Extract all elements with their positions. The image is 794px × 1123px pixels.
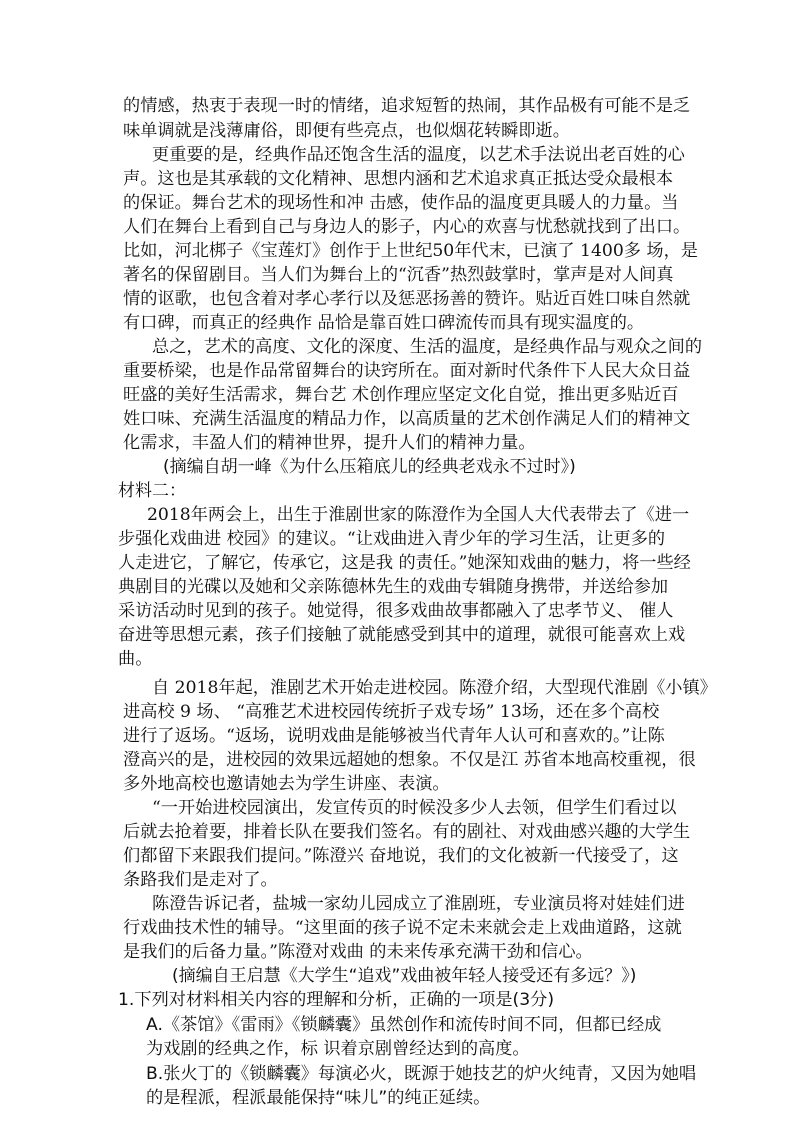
option-a: 为戏剧的经典之作，标 识着京剧曾经达到的高度。 bbox=[146, 1039, 530, 1059]
text-line: 化需求，丰盈人们的精神世界，提升人们的精神力量。 bbox=[123, 433, 536, 453]
text-line: 典剧目的光碟以及她和父亲陈德林先生的戏曲专辑随身携带，并送给参加 bbox=[118, 577, 669, 597]
text-line: 曲。 bbox=[118, 649, 153, 669]
text-line: 采访活动时见到的孩子。她觉得，很多戏曲故事都融入了忠孝节义、 催人 bbox=[118, 601, 674, 621]
source-citation: (摘编自王启慧《大学生“追戏”戏曲被年轻人接受还有多远？》) bbox=[172, 966, 637, 986]
text-line: 重要桥梁，也是作品常留舞台的诀窍所在。面对新时代条件下人民大众日益 bbox=[123, 361, 691, 381]
section-heading: 材料二： bbox=[118, 481, 186, 501]
text-line: 声。这也是其承载的文化精神、思想内涵和艺术追求真正抵达受众最根本 bbox=[123, 169, 674, 189]
text-line: 的保证。舞台艺术的现场性和冲 击感，使作品的温度更具暖人的力量。当 bbox=[123, 193, 679, 213]
text-line: 更重要的是，经典作品还饱含生活的温度，以艺术手法说出老百姓的心 bbox=[152, 145, 685, 165]
text-line: 2018年两会上，出生于淮剧世家的陈澄作为全国人大代表带去了《进一 bbox=[147, 505, 690, 525]
text-line: 的情感，热衷于表现一时的情绪，追求短暂的热闹，其作品极有可能不是乏 bbox=[123, 96, 691, 116]
text-line: 澄高兴的是，进校园的效果远超她的想象。不仅是江 苏省本地高校重视，很 bbox=[123, 750, 696, 770]
option-b: B.张火丁的《锁麟囊》每演必火，既源于她技艺的炉火纯青，又因为她唱 bbox=[146, 1064, 697, 1084]
question-stem: 1.下列对材料相关内容的理解和分析，正确的一项是(3分) bbox=[118, 990, 555, 1010]
text-line: 后就去抢着要，排着长队在要我们签名。有的剧社、对戏曲感兴趣的大学生 bbox=[123, 822, 691, 842]
text-line: 味单调就是浅薄庸俗，即便有些亮点，也似烟花转瞬即逝。 bbox=[123, 121, 570, 141]
text-line: 有口碑，而真正的经典作 品恰是靠百姓口碑流传而具有现实温度的。 bbox=[123, 313, 645, 333]
text-line: 是我们的后备力量。”陈澄对戏曲 的未来传承充满干劲和信心。 bbox=[123, 942, 593, 962]
text-line: 条路我们是走对了。 bbox=[123, 870, 278, 890]
text-line: 自 2018年起，淮剧艺术开始走进校园。陈澄介绍，大型现代淮剧《小镇》 bbox=[152, 678, 717, 698]
text-line: 总之，艺术的高度、文化的深度、生活的温度，是经典作品与观众之间的 bbox=[152, 337, 703, 357]
text-line: 人们在舞台上看到自己与身边人的影子，内心的欢喜与忧愁就找到了出口。 bbox=[123, 217, 691, 237]
text-line: 行戏曲技术性的辅导。“这里面的孩子说不定未来就会走上戏曲道路，这就 bbox=[123, 918, 682, 938]
text-line: 奋进等思想元素，孩子们接触了就能感受到其中的道理，就很可能喜欢上戏 bbox=[118, 625, 686, 645]
text-line: 陈澄告诉记者，盐城一家幼儿园成立了淮剧班，专业演员将对娃娃们进 bbox=[152, 894, 685, 914]
text-line: 姓口味、充满生活温度的精品力作，以高质量的艺术创作满足人们的精神文 bbox=[123, 409, 691, 429]
text-line: 们都留下来跟我们提问。”陈澄兴 奋地说，我们的文化被新一代接受了，这 bbox=[123, 846, 679, 866]
text-line: 多外地高校也邀请她去为学生讲座、表演。 bbox=[123, 774, 450, 794]
text-line: 情的讴歌，也包含着对孝心孝行以及惩恶扬善的赞许。贴近百姓口味自然就 bbox=[123, 289, 691, 309]
text-line: 进高校 9 场、 “高雅艺术进校园传统折子戏专场” 13场，还在多个高校 bbox=[123, 702, 660, 722]
text-line: 著名的保留剧目。当人们为舞台上的“沉香”热烈鼓掌时，掌声是对人间真 bbox=[123, 265, 674, 285]
text-line: 旺盛的美好生活需求，舞台艺 术创作理应坚定文化自觉，推出更多贴近百 bbox=[123, 385, 679, 405]
text-line: “一开始进校园演出，发宣传页的时候没多少人去领，但学生们看过以 bbox=[152, 798, 677, 818]
source-citation: (摘编自胡一峰《为什么压箱底儿的经典老戏永不过时》) bbox=[163, 457, 576, 477]
option-a: A.《茶馆》《雷雨》《锁麟囊》虽然创作和流传时间不同，但都已经成 bbox=[146, 1015, 662, 1035]
option-b: 的是程派，程派最能保持“味儿”的纯正延续。 bbox=[146, 1088, 491, 1108]
text-line: 步强化戏曲进 校园》的建议。“让戏曲进入青少年的学习生活，让更多的 bbox=[118, 529, 666, 549]
text-line: 进行了返场。“返场，说明戏曲是能够被当代青年人认可和喜欢的。”让陈 bbox=[123, 726, 665, 746]
text-line: 人走进它，了解它，传承它，这是我 的责任。”她深知戏曲的魅力，将一些经 bbox=[118, 553, 691, 573]
text-line: 比如，河北梆子《宝莲灯》创作于上世纪50年代末，已演了 1400多 场，是 bbox=[123, 241, 698, 261]
